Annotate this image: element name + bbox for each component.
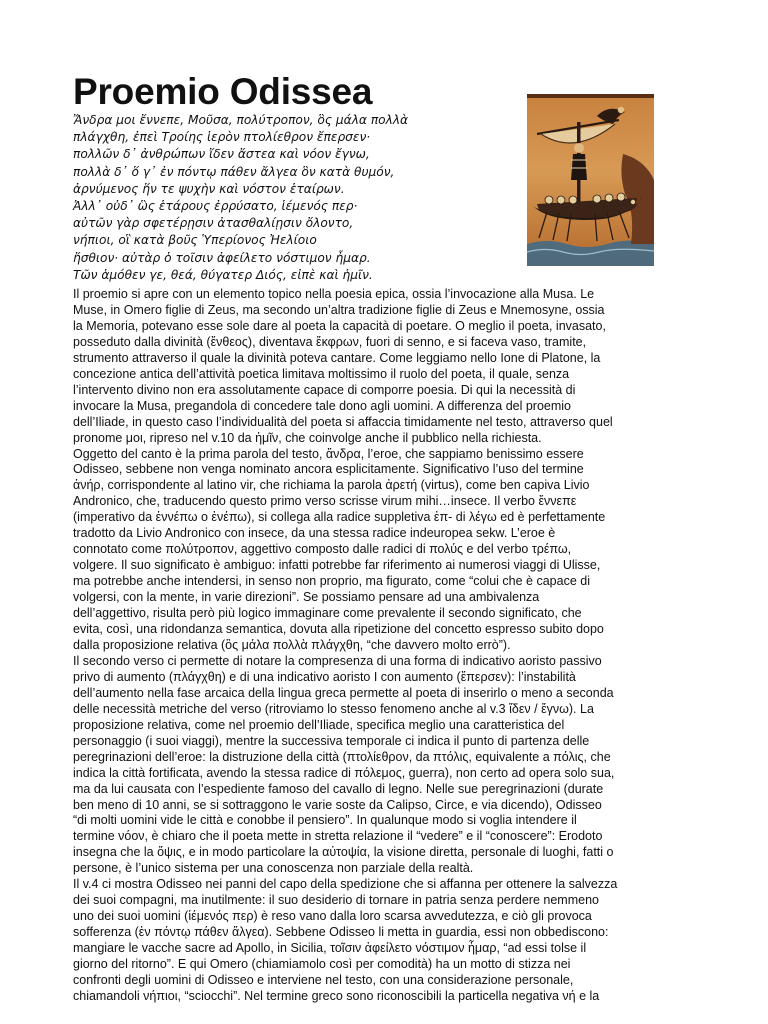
body-line: concezione antica dell’attività poetica limitava moltissimo il ruolo del poeta, il quale, senza — [73, 366, 570, 381]
body-line: la Memoria, potevano esse sole dare al poeta la capacità di poetare. O meglio il poeta, invasato, — [73, 318, 606, 333]
body-line: mangiare le vacche sacre ad Apollo, in Sicilia, τοῖσιν ἀφείλετο νόστιμον ἦμαρ, “ad essi tolse il — [73, 941, 587, 956]
body-line: insegna che la ὄψις, e in modo particolare la αὐτοψία, la visione diretta, personale di luoghi, fatti o — [73, 845, 614, 860]
body-line: posseduto dalla divinità (ἔνθεος), diventava ἔκφρων, fuori di senno, e si faceva vaso, tramite, — [73, 334, 587, 349]
greek-verse: Ἀλλ᾽ οὐδ᾽ ὣς ἑτάρους ἐρρύσατο, ἱέμενός περ· — [73, 199, 358, 214]
body-line: personaggio (i suoi viaggi), mentre la successiva temporale ci indica il punto di partenza delle — [73, 733, 590, 748]
body-line: proposizione relativa, come nel proemio dell’Iliade, specifica meglio una caratteristica del — [73, 717, 565, 732]
body-line: giorno del ritorno”. E qui Omero (chiamiamolo così per comodità) ha un motto di stizza nei — [73, 957, 571, 972]
greek-verse: νήπιοι, οἳ κατὰ βοῦς Ὑπερίονος Ἠελίοιο — [73, 233, 317, 248]
greek-verse: Ἄνδρα μοι ἔννεπε, Μοῦσα, πολύτροπον, ὃς μάλα πολλὰ — [73, 113, 409, 127]
body-line: uno dei suoi uomini (ἱέμενός περ) è reso vano dalla loro scarsa avvedutezza, e ciò gli provoca — [73, 909, 592, 924]
body-line: sofferenza (ἐν πόντῳ πάθεν ἄλγεα). Sebbene Odisseo li metta in guardia, essi non obbediscono: — [73, 925, 609, 940]
body-line: ἀνήρ, corrispondente al latino vir, che richiama la parola ἀρετή (virtus), come ben capiva Livio — [73, 478, 590, 493]
commentary-text — [73, 287, 699, 1005]
body-line: l’intervento divino non era assolutamente capace di comporre poesia. Di qui la necessità di — [73, 382, 576, 397]
greek-verse: πολλὰ δ᾽ ὅ γ᾽ ἐν πόντῳ πάθεν ἄλγεα ὃν κατὰ θυμόν, — [73, 164, 395, 179]
body-line: evita, così, una ridondanza semantica, dovuta alla ripetizione del concetto espresso subito dopo — [73, 622, 604, 637]
greek-verse: ἀρνύμενος ἥν τε ψυχὴν καὶ νόστον ἑταίρων. — [73, 181, 345, 196]
body-line: Oggetto del canto è la prima parola del testo, ἄνδρα, l’eroe, che sappiamo benissimo essere — [73, 446, 584, 461]
body-line: ma da lui causata con l’espediente famoso del cavallo di legno. Nelle sue peregrinazioni (durate — [73, 781, 604, 796]
body-line: Il secondo verso ci permette di notare la compresenza di una forma di indicativo aoristo passivo — [73, 653, 602, 668]
body-line: delle necessità metriche del verso (ritroviamo lo stesso fenomeno anche al v.3 ἴδεν / ἔγνω). La — [73, 701, 594, 716]
ulysses-vase-image — [527, 94, 654, 266]
page-title: Proemio Odissea — [73, 71, 373, 112]
body-line: Il v.4 ci mostra Odisseo nei panni del capo della spedizione che si affanna per ottenere la salvezza — [73, 877, 618, 892]
body-line: chiamandoli νήπιοι, “sciocchi”. Nel termine greco sono riconoscibili la particella negativa νή e la — [73, 988, 600, 1003]
body-line: dalla proposizione relativa (ὃς μάλα πολλὰ πλάγχθη, “che davvero molto errò”). — [73, 637, 511, 652]
body-line: ben meno di 10 anni, se si sottraggono le varie soste da Calipso, Circe, e via dicendo), Odisseo — [73, 797, 602, 812]
body-line: ma potrebbe anche intendersi, in senso non proprio, ma figurato, come “colui che è capace di — [73, 574, 590, 589]
body-line: Odisseo, sebbene non venga nominato ancora esplicitamente. Significativo l’uso del termine — [73, 462, 584, 477]
body-line: invocare la Musa, pregandola di concedere tale dono agli uomini. A differenza del proemio — [73, 398, 572, 413]
greek-verse: αὐτῶν γὰρ σφετέρῃσιν ἀτασθαλίῃσιν ὄλοντο, — [73, 216, 354, 231]
greek-proem — [73, 112, 513, 284]
body-line: dell’aggettivo, risulta però più logico immaginare come prevalente il secondo significato, che — [73, 606, 582, 621]
body-line: “di molti uomini vide le città e conobbe il pensiero”. In qualunque modo si voglia intendere il — [73, 813, 577, 828]
body-line: volgere. Il suo significato è ambiguo: infatti potrebbe far riferimento ai numerosi viaggi di Ulisse, — [73, 558, 601, 573]
body-line: Andronico, che, traducendo questo primo verso scrisse virum mihi…insece. Il verbo ἔννεπε — [73, 494, 577, 509]
body-line: indica la città fortificata, avendo la stessa radice di πόλεμος, guerra), non certo ad opera solo sua, — [73, 765, 615, 780]
body-line: volgersi, con la mente, in varie direzioni”. Se possiamo pensare ad una ambivalenza — [73, 590, 540, 605]
body-line: confronti degli uomini di Odisseo e interviene nel testo, con una considerazione personale, — [73, 972, 574, 987]
body-line: dei suoi compagni, ma inutilmente: il suo desiderio di tornare in patria senza perdere nemmeno — [73, 893, 599, 908]
body-line: (imperativo da ἐννέπω o ἐνέπω), si collega alla radice suppletiva ἐπ- di λέγω ed è perfettamente — [73, 510, 606, 525]
greek-verse: πολλῶν δ᾽ ἀνθρώπων ἴδεν ἄστεα καὶ νόον ἔγνω, — [73, 147, 370, 162]
body-line: Il proemio si apre con un elemento topico nella poesia epica, ossia l’invocazione alla Musa. Le — [73, 287, 595, 301]
body-line: Muse, in Omero figlie di Zeus, ma secondo un’altra tradizione figlie di Zeus e Mnemosyne, ossia — [73, 302, 605, 317]
body-line: peregrinazioni dell’eroe: la distruzione della città (πτολίεθρον, da πτόλις, equivalente a πόλις, che — [73, 749, 611, 764]
body-line: termine νόον, è chiaro che il poeta mette in stretta relazione il “vedere” e il “conoscere”: Erodoto — [73, 829, 603, 844]
body-line: privo di aumento (πλάγχθη) e di una indicativo aoristo I con aumento (ἔπερσεν): l’instabilità — [73, 669, 576, 684]
greek-verse: Τῶν ἁμόθεν γε, θεά, θύγατερ Διός, εἰπὲ καὶ ἡμῖν. — [73, 267, 373, 282]
greek-verse: ἤσθιον· αὐτὰρ ὁ τοῖσιν ἀφείλετο νόστιμον ἦμαρ. — [73, 250, 371, 265]
body-line: tradotto da Livio Andronico con insece, da una stessa radice indeuropea sekw. L’eroe è — [73, 526, 556, 541]
body-line: pronome μοι, ripreso nel v.10 da ἡμῖν, che coinvolge anche il pubblico nella richiesta. — [73, 430, 542, 445]
body-line: dell’Iliade, in questo caso l’individualità del poeta si affaccia timidamente nel testo, attraverso quel — [73, 414, 613, 429]
body-line: strumento attraverso il quale la divinità poteva cantare. Come leggiamo nello Ione di Platone, la — [73, 350, 601, 365]
body-line: persone, è l’unico sistema per una conoscenza non parziale della realtà. — [73, 861, 474, 876]
body-line: dell’aumento nella fase arcaica della lingua greca permette al poeta di inserirlo o meno a seconda — [73, 685, 614, 700]
body-line: connotato come πολύτροπον, aggettivo composto dalle radici di πολύς e del verbo τρέπω, — [73, 542, 572, 557]
greek-verse: πλάγχθη, ἐπεὶ Τροίης ἱερὸν πτολίεθρον ἔπερσεν· — [73, 130, 371, 145]
